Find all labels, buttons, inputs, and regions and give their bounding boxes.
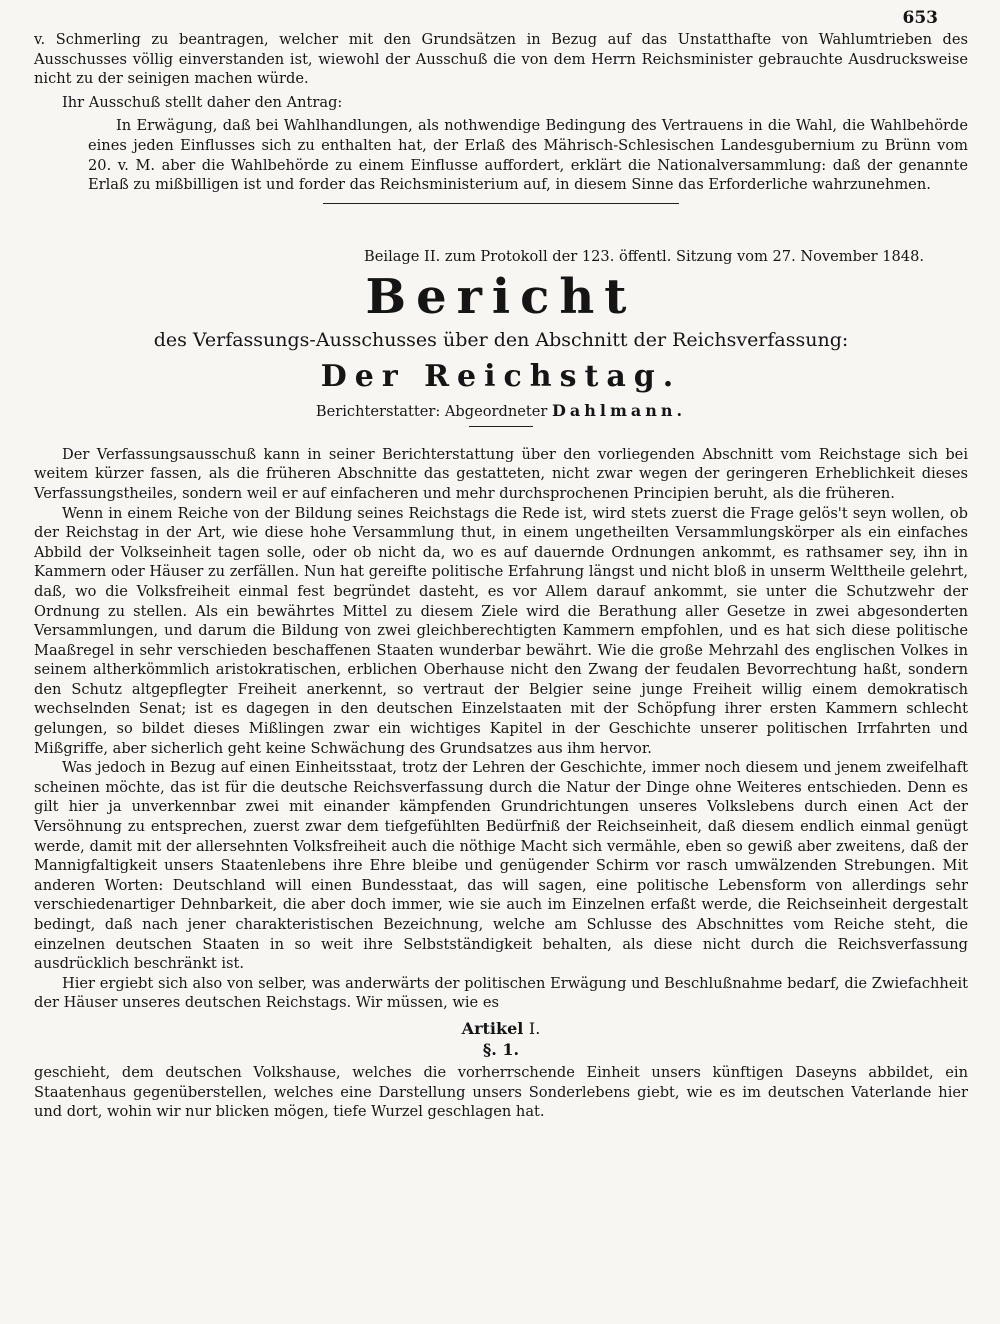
body-paragraph: Hier ergiebt sich also von selber, was anderwärts der politischen Erwägung und Beschlußnahme bedarf, die Zwiefachheit der Häuser unseres deutschen Reichstags. Wir müssen, wie es: [34, 974, 968, 1012]
body-paragraph: Wenn in einem Reiche von der Bildung seines Reichstags die Rede ist, wird stets zuerst die Frage gelös't seyn wollen, ob der Reichstag in der Art, wie diese hohe Versammlung thut, in einem ungetheilten Versammlungskörper als ein einfaches Abbild der Volkseinheit tagen solle, oder ob nicht da, wo es auf dauernde Ordnungen ankommt, es rathsamer sey, ihn in Kammern oder Häuser zu zerfällen. Nun hat gereifte politische Erfahrung längst und nicht bloß in unserm Welttheile gelehrt, daß, wo die Volksfreiheit einmal fest begründet dasteht, es vor Allem darauf ankommt, sie unter die Schutzwehr der Ordnung zu stellen. Als ein bewährtes Mittel zu diesem Ziele wird die Berathung aller Gesetze in zwei abgesonderten Versammlungen, und darum die Bildung von zwei gleichberechtigten Kammern empfohlen, und es hat sich diese politische Maaßregel in sehr verschieden beschaffenen Staaten wunderbar bewährt. Wie die große Mehrzahl des englischen Volkes in seinem altherkömmlich aristokratischen, erblichen Oberhause nicht den Zwang der feudalen Bevorrechtung haßt, sondern den Schutz altgepflegter Freiheit anerkennt, so vertraut der Belgier seine junge Freiheit willig einem demokratisch wechselnden Senat; ist es dagegen in den deutschen Einzelstaaten mit der Schöpfung ihrer ersten Kammern schlecht gelungen, so bildet dieses Mißlingen zwar ein wichtiges Kapitel in der Geschichte unserer politischen Irrfahrten und Mißgriffe, aber sicherlich geht keine Schwächung des Grundsatzes aus ihm hervor.: [34, 504, 968, 757]
continuation-paragraph: v. Schmerling zu beantragen, welcher mit den Grundsätzen in Bezug auf das Unstatthafte von Wahlumtrieben des Ausschusses völlig einverstanden ist, wiewohl der Ausschuß die von dem Herrn Reichsminister gebrauchte Ausdrucksweise nicht zu der seinigen machen würde.: [34, 31, 968, 88]
reporter-label: Berichterstatter: Abgeordneter: [315, 402, 548, 420]
beilage-heading: Beilage II. zum Protokoll der 123. öffentl. Sitzung vom 27. November 1848.: [364, 247, 924, 265]
report-body: [34, 445, 968, 1013]
motion-intro: Ihr Ausschuß stellt daher den Antrag:: [62, 93, 343, 111]
page-number: 653: [902, 8, 938, 28]
report-subtitle: des Verfassungs-Ausschusses über den Abschnitt der Reichsverfassung:: [153, 328, 849, 351]
title-divider: [469, 426, 533, 427]
closing-paragraph: geschieht, dem deutschen Volkshause, welches die vorherrschende Einheit unsers künftigen Daseyns abbildet, ein Staatenhaus gegenüberstellen, welches eine Darstellung unsers Sonderlebens giebt, wie es im deutschen Vaterlande hier und dort, wohin wir nur blicken mögen, tiefe Wurzel geschlagen hat.: [34, 1063, 968, 1121]
motion-text: In Erwägung, daß bei Wahlhandlungen, als nothwendige Bedingung des Vertrauens in die Wahl, die Wahlbehörde eines jeden Einflusses sich zu enthalten hat, der Erlaß des Mährisch-Schlesischen Landesgubernium zu Brünn vom 20. v. M. aber die Wahlbehörde zu einem Einflusse auffordert, erklärt die Nationalversammlung: daß der genannte Erlaß zu mißbilligen ist und forder das Reichsministerium auf, in diesem Sinne das Erforderliche wahrzunehmen.: [88, 117, 968, 194]
artikel-number: I.: [528, 1018, 541, 1038]
reporter-line: [34, 401, 968, 420]
body-paragraph: Was jedoch in Bezug auf einen Einheitsstaat, trotz der Lehren der Geschichte, immer noch diesem und jenem zweifelhaft scheinen möchte, das ist für die deutsche Reichsverfassung durch die Natur der Dinge ohne Weiteres entschieden. Denn es gilt hier ja unverkennbar zwei mit einander kämpfenden Grundrichtungen unseres Volkslebens durch einen Act der Versöhnung zu entsprechen, zuerst zwar dem tiefgefühlten Bedürfniß der Reichseinheit, daß diesem endlich einmal genügt werde, damit mit der allersehnten Volksfreiheit auch die nöthige Macht sich vermähle, eben so gewiß aber zweitens, daß der Mannigfaltigkeit unsers Staatenlebens ihre Ehre bleibe und genügender Schirm vor rasch umwälzenden Strebungen. Mit anderen Worten: Deutschland will einen Bundesstaat, das will sagen, eine politische Lebensform von allerdings sehr verschiedenartiger Dehnbarkeit, die aber doch immer, wie sie auch im Einzelnen erfaßt werde, die Reichseinheit dergestalt bedingt, daß nach jener charakteristischen Bezeichnung, welche am Schlusse des Abschnittes vom Reiche steht, die einzelnen deutschen Staaten in so weit ihre Selbstständigkeit behalten, als diese nicht durch die Reichsverfassung ausdrücklich beschränkt ist.: [34, 759, 968, 973]
body-paragraph: Der Verfassungsausschuß kann in seiner Berichterstattung über den vorliegenden Abschnitt vom Reichstage sich bei weitem kürzer fassen, als die früheren Abschnitte das gestatteten, nicht zwar wegen der geringeren Erheblichkeit dieses Verfassungstheiles, sondern weil er auf einfacheren und mehr durchsprochenen Principien beruht, als die früheren.: [34, 445, 968, 502]
paragraph-sign: §. 1.: [482, 1039, 520, 1059]
artikel-heading: [34, 1019, 968, 1038]
page-content: [34, 30, 968, 1122]
section-divider: [323, 203, 679, 204]
reporter-name: Dahlmann.: [552, 400, 687, 420]
section-title: Der Reichstag.: [320, 358, 682, 394]
artikel-label: Artikel: [461, 1018, 524, 1038]
report-title: Bericht: [365, 268, 637, 325]
